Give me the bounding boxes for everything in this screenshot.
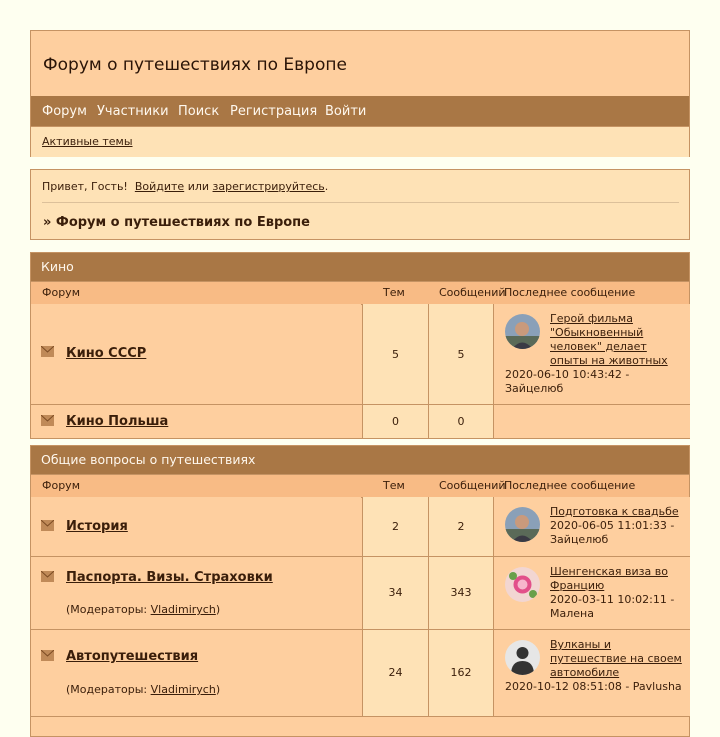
category-title: Общие вопросы о путешествиях	[41, 452, 256, 467]
category-title: Кино	[41, 259, 74, 274]
register-link[interactable]: зарегистрируйтесь	[212, 180, 325, 193]
last-post-meta: 2020-06-10 10:43:42 - Зайцелюб	[505, 368, 630, 395]
login-link[interactable]: Войдите	[134, 180, 185, 193]
divider	[42, 202, 679, 203]
forum-status-icon	[41, 346, 54, 357]
moderators-label: (Модераторы:	[66, 683, 148, 696]
period-text: .	[324, 180, 329, 193]
last-post-meta: 2020-03-11 10:02:11 - Малена	[550, 593, 675, 620]
moderator-link[interactable]: Vladimirych	[150, 603, 216, 616]
forum-row	[31, 405, 689, 438]
site-header	[30, 30, 690, 157]
user-avatar[interactable]	[505, 507, 540, 542]
posts-count: 2	[457, 520, 465, 533]
forum-link[interactable]: Кино Польша	[66, 414, 169, 429]
column-forum: Форум	[42, 479, 80, 492]
moderators-close: )	[215, 603, 221, 616]
site-title: Форум о путешествиях по Европе	[43, 55, 347, 75]
category-general	[30, 445, 690, 737]
column-topics: Тем	[383, 286, 405, 299]
topics-count: 2	[392, 520, 399, 533]
active-topics-link[interactable]: Активные темы	[42, 135, 133, 148]
sub-nav	[31, 126, 689, 157]
nav-register[interactable]: Регистрация	[230, 104, 318, 119]
posts-count: 5	[457, 348, 465, 361]
column-posts: Сообщений	[439, 286, 506, 299]
user-avatar[interactable]	[505, 567, 540, 602]
forum-link[interactable]: Паспорта. Визы. Страховки	[66, 570, 273, 585]
forum-row	[31, 630, 689, 717]
main-nav	[31, 96, 689, 126]
welcome-panel	[30, 169, 690, 240]
column-forum: Форум	[42, 286, 80, 299]
category-header	[31, 253, 689, 281]
moderators-close: )	[215, 683, 221, 696]
column-last-post: Последнее сообщение	[504, 479, 636, 492]
nav-forum[interactable]: Форум	[42, 104, 87, 119]
breadcrumb: » Форум о путешествиях по Европе	[43, 215, 310, 230]
category-header	[31, 446, 689, 474]
nav-search[interactable]: Поиск	[178, 104, 220, 119]
last-post-link[interactable]: Подготовка к свадьбе	[550, 505, 679, 518]
moderators-label: (Модераторы:	[66, 603, 148, 616]
forum-row	[31, 497, 689, 557]
forum-status-icon	[41, 571, 54, 582]
posts-count: 0	[457, 415, 465, 428]
topics-count: 24	[388, 666, 403, 679]
last-post-meta: 2020-06-05 11:01:33 - Зайцелюб	[550, 519, 675, 546]
column-last-post: Последнее сообщение	[504, 286, 636, 299]
last-post-link[interactable]: Вулканы и путешествие на своем автомобиле	[550, 638, 682, 679]
nav-login[interactable]: Войти	[325, 104, 367, 119]
user-avatar[interactable]	[505, 314, 540, 349]
topics-count: 0	[392, 415, 399, 428]
column-posts: Сообщений	[439, 479, 506, 492]
nav-members[interactable]: Участники	[97, 104, 169, 119]
column-topics: Тем	[383, 479, 405, 492]
posts-count: 343	[450, 586, 472, 599]
posts-count: 162	[450, 666, 472, 679]
last-post-link[interactable]: Герой фильма "Обыкновенный человек" делает опыты на животных	[550, 312, 668, 367]
forum-link[interactable]: Кино СССР	[66, 346, 147, 361]
topics-count: 34	[388, 586, 403, 599]
moderators-line	[66, 603, 220, 616]
forum-status-icon	[41, 520, 54, 531]
category-kino	[30, 252, 690, 439]
or-text: или	[187, 180, 210, 193]
forum-row	[31, 557, 689, 630]
column-header-row	[31, 474, 689, 498]
welcome-text	[42, 180, 328, 193]
default-avatar-icon[interactable]	[505, 640, 540, 675]
forum-link[interactable]: Автопутешествия	[66, 649, 199, 664]
topics-count: 5	[392, 348, 399, 361]
moderators-line	[66, 683, 220, 696]
moderator-link[interactable]: Vladimirych	[150, 683, 216, 696]
column-header-row	[31, 281, 689, 305]
last-post-link[interactable]: Шенгенская виза во Францию	[550, 565, 668, 592]
forum-row	[31, 304, 689, 405]
forum-status-icon	[41, 650, 54, 661]
forum-link[interactable]: История	[66, 519, 128, 534]
forum-status-icon	[41, 415, 54, 426]
last-post-meta: 2020-10-12 08:51:08 - Pavlusha	[505, 680, 682, 693]
greeting-text: Привет, Гость!	[42, 180, 128, 193]
